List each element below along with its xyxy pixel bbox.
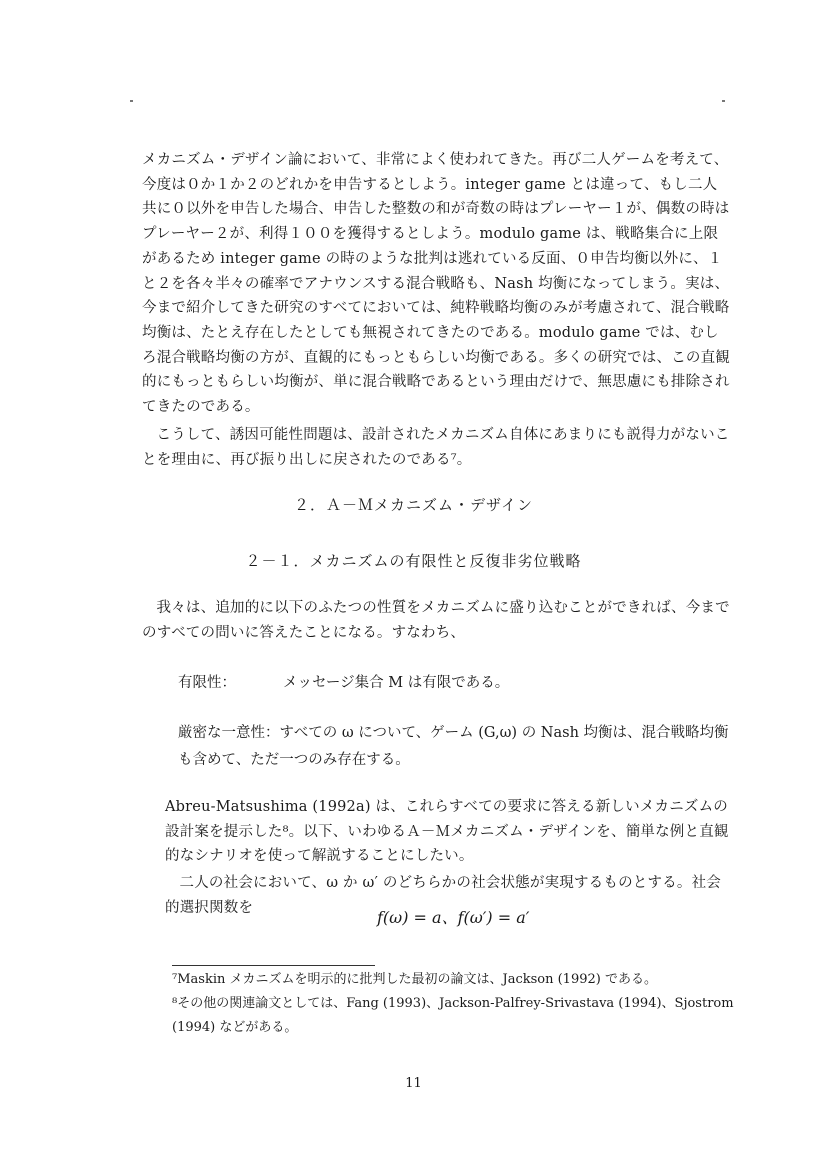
paragraph-text: メカニズム・デザイン論において、非常によく使われてきた。再び二人ゲームを考えて、今度は０か１か２のどれかを申告するとしよう。integer game とは違って、もし二人共に０以外を申告した場合、申告した整数の和が奇数の時はプレーヤー１が、偶数の時はプレーヤー２が、利得１００を獲得するとしよう。modulo game は、戦略集合に上限があるため integer game の時のような批判は逃れている反面、０申告均衡以外に、１と２を各々半々の確率でアナウンスする混合戦略も、Nash 均衡になってしまう。実は、今まで紹介してきた研究のすべてにおいては、純粋戦略均衡のみが考慮されて、混合戦略均衡は、たとえ存在したとしても無視されてきたのである。modulo game では、むしろ混合戦略均衡の方が、直観的にもっともらしい均衡である。多くの研究では、この直観的にもっともらしい均衡が、単に混合戦略であるという理由だけで、無思慮にも排除されてきたのである。 xyxy=(142,152,730,416)
paragraph-text: こうして、誘因可能性問題は、設計されたメカニズム自体にあまりにも説得力がないことを理由に、再び振り出しに戻されたのである⁷。 xyxy=(142,427,730,468)
paragraph-text: 我々は、追加的に以下のふたつの性質をメカニズムに盛り込むことができれば、今までのすべての問いに答えたことになる。すなわち、 xyxy=(142,600,730,641)
definition-finiteness xyxy=(178,670,738,697)
paragraph-text: 二人の社会において、ω か ω′ のどちらかの社会状態が実現するものとする。社会的選択関数を xyxy=(165,875,721,916)
subsection-heading: ２－１．メカニズムの有限性と反復非劣位戦略 xyxy=(245,552,582,570)
definition-text: 厳密な一意性：すべての ω について、ゲーム (G,ω) の Nash 均衡は、混合戦略均衡も含めて、ただ一つのみ存在する。 xyxy=(178,725,729,768)
footnotes xyxy=(172,968,772,1040)
paragraph-text: Abreu-Matsushima (1992a) は、これらすべての要求に答える新しいメカニズムの設計案を提示した⁸。以下、いわゆるＡ－Ｍメカニズム・デザインを、簡単な例と直観的なシナリオを使って解説することにしたい。 xyxy=(165,799,729,865)
definition-strict-uniqueness xyxy=(178,720,738,774)
page-number: 11 xyxy=(405,1076,422,1091)
definition-text: メッセージ集合 M は有限である。 xyxy=(283,675,510,691)
section-heading: ２．Ａ－Ｍメカニズム・デザイン xyxy=(294,496,533,514)
body-paragraph-2 xyxy=(142,423,732,472)
footnote-7: ⁷Maskin メカニズムを明示的に批判した最初の論文は、Jackson (1992) である。 xyxy=(172,972,657,987)
body-paragraph-3 xyxy=(142,596,732,645)
footnote-divider xyxy=(172,965,375,966)
definition-term: 有限性： xyxy=(178,675,236,691)
social-choice-formula: f(ω) = a、f(ω′) = a′ xyxy=(377,908,530,927)
footnote-8: ⁸その他の関連論文としては、Fang (1993)、Jackson-Palfrey-Srivastava (1994)、Sjostrom (1994) などがある。 xyxy=(172,996,734,1035)
scan-mark-left xyxy=(130,100,133,102)
body-paragraph-4 xyxy=(165,795,735,869)
scan-mark-right xyxy=(722,100,725,102)
body-paragraph-1 xyxy=(142,148,732,420)
